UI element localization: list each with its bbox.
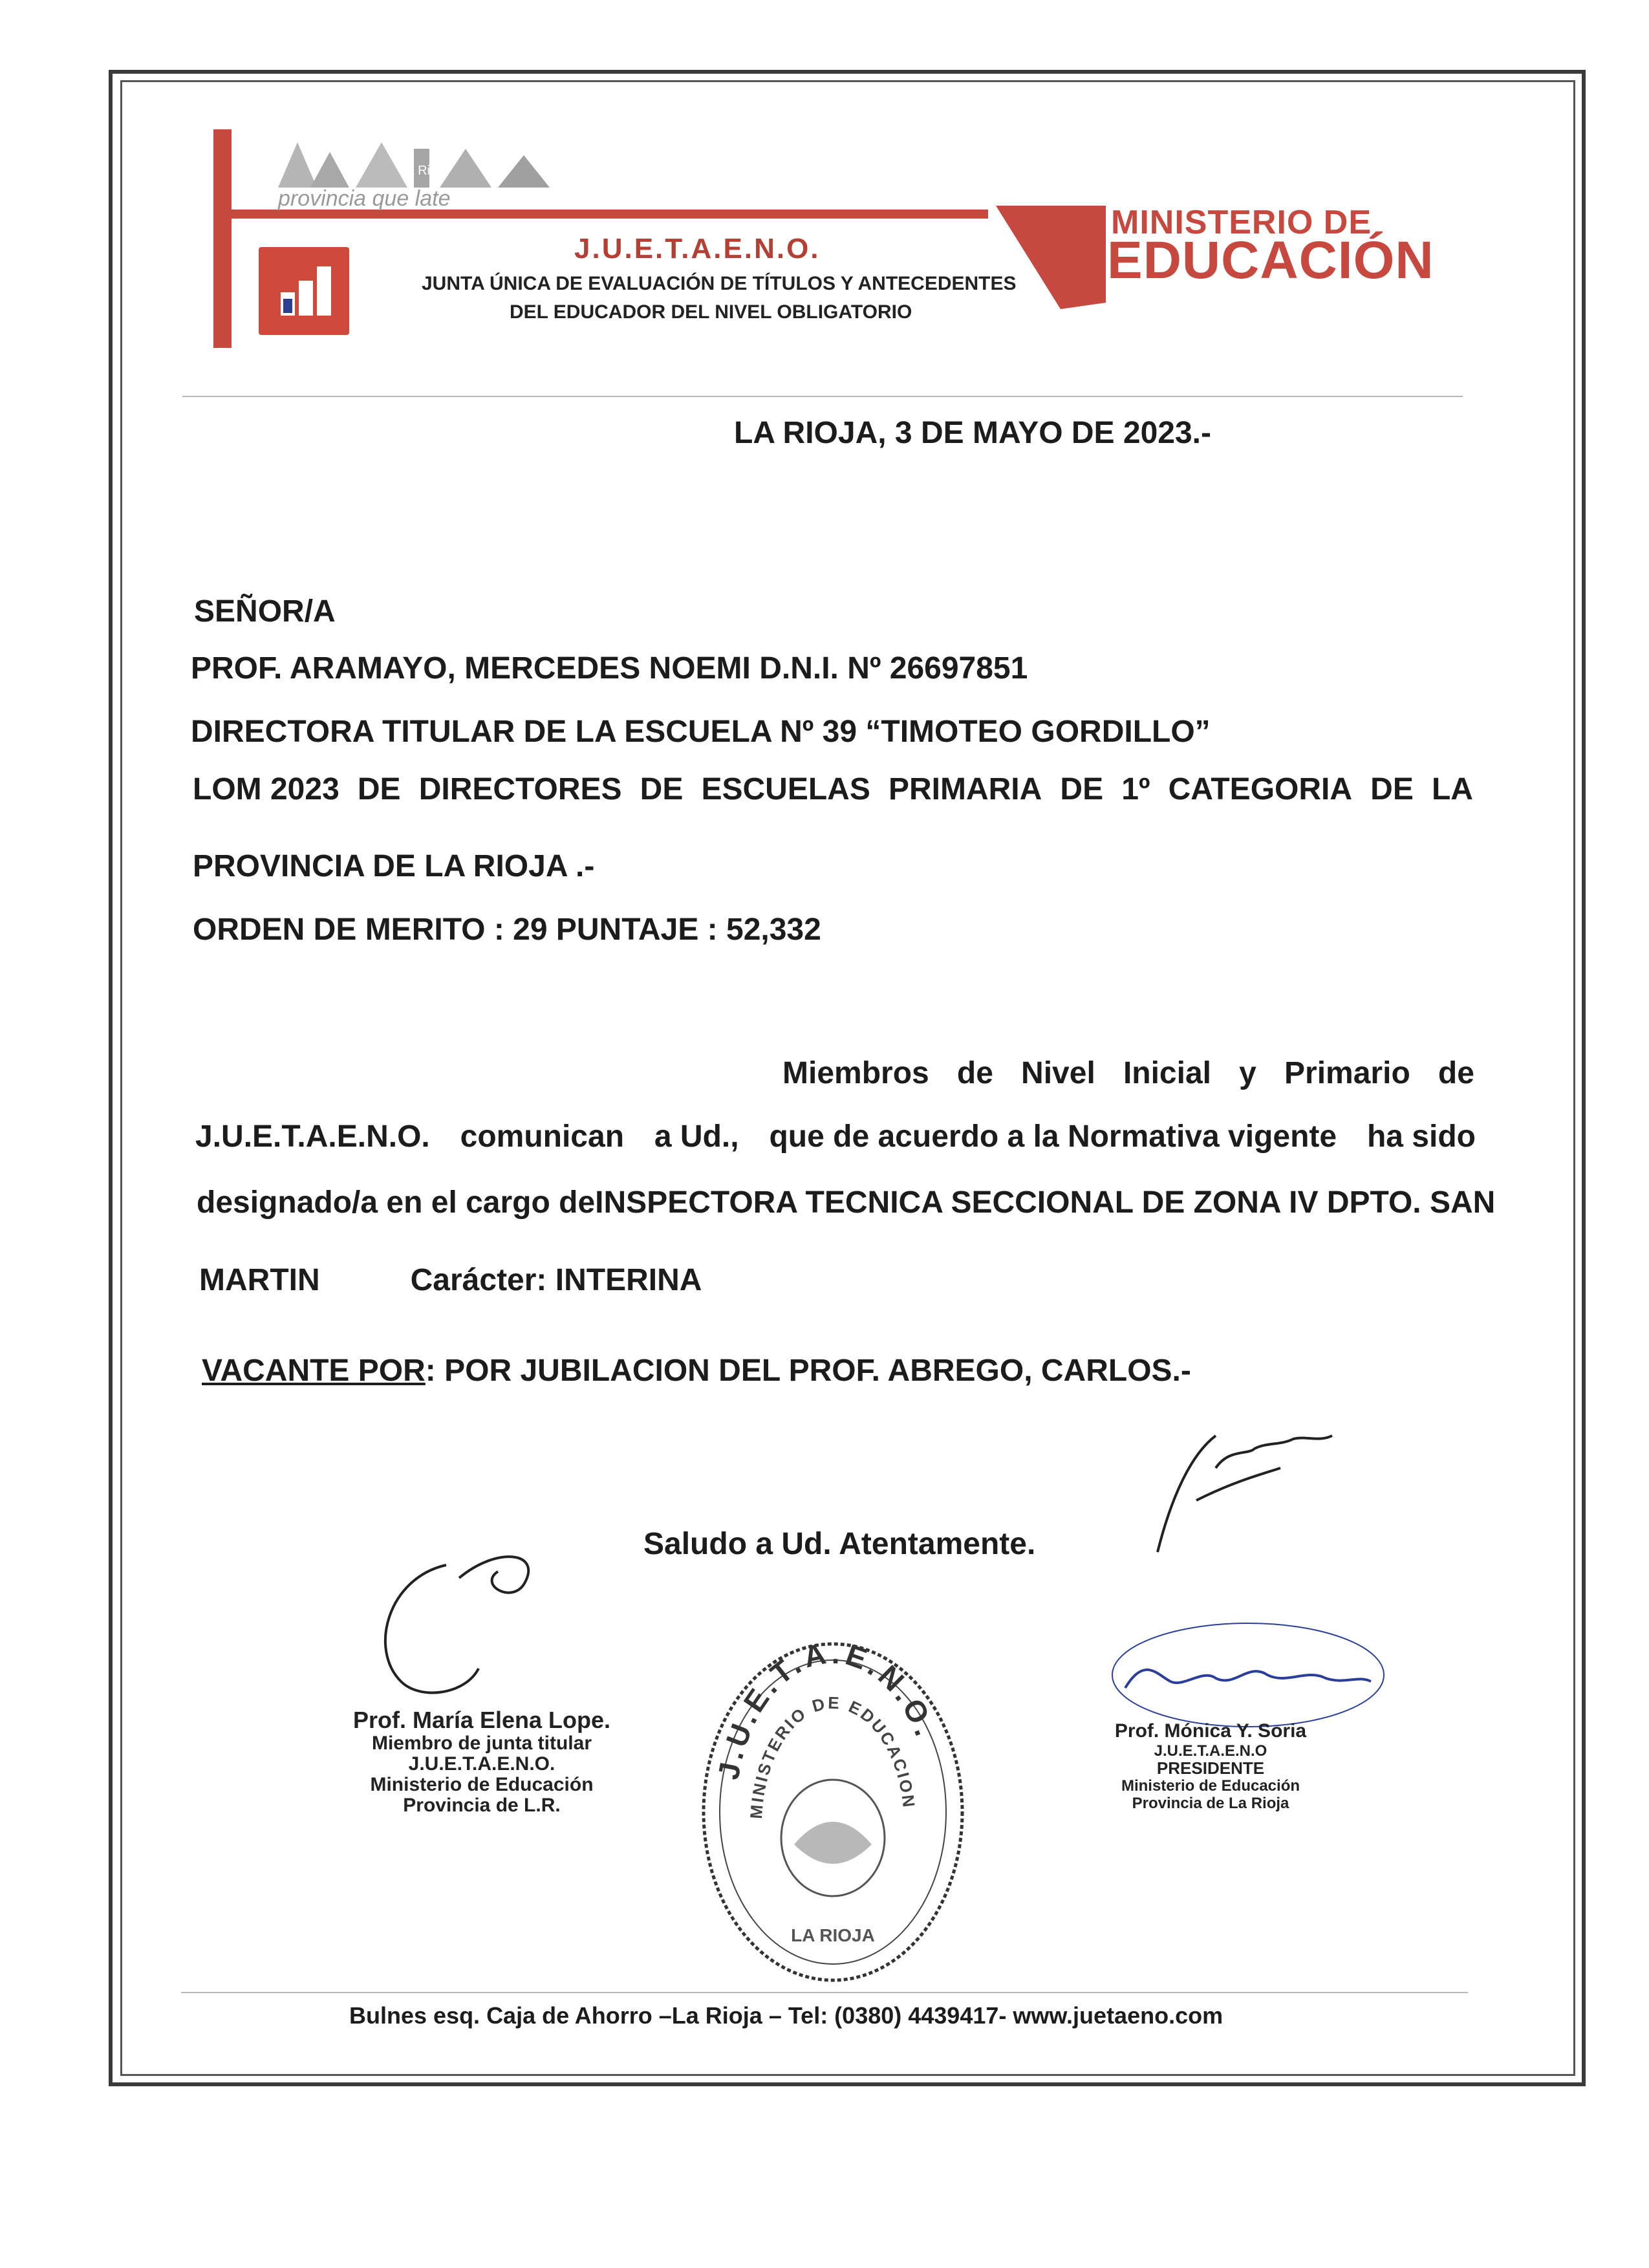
- signature-left-icon: [349, 1539, 556, 1707]
- svg-text:MINISTERIO DE EDUCACION: [746, 1693, 919, 1820]
- vacancy-text: : POR JUBILACION DEL PROF. ABREGO, CARLOS.-: [425, 1354, 1191, 1388]
- signature-right-org: J.U.E.T.A.E.N.O: [1154, 1742, 1267, 1760]
- letter-date: LA RIOJA, 3 DE MAYO DE 2023.-: [734, 416, 1211, 450]
- signature-left-block: [343, 1707, 621, 1816]
- character-label: Carácter: INTERINA: [410, 1263, 702, 1297]
- juetaeno-logo-icon: [259, 247, 349, 335]
- signature-left-ministry: Ministerio de Educación: [370, 1774, 594, 1795]
- lom-line: LOM 2023 DE DIRECTORES DE ESCUELAS PRIMARIA DE 1º CATEGORIA DE LA: [193, 772, 1473, 806]
- ministry-logo-icon: [996, 206, 1119, 309]
- closing-line: Saludo a Ud. Atentamente.: [643, 1527, 1036, 1561]
- juetaeno-subtitle-1: JUNTA ÚNICA DE EVALUACIÓN DE TÍTULOS Y ANTECEDENTES: [422, 273, 1017, 294]
- paragraph-line-1: Miembros de Nivel Inicial y Primario de: [782, 1056, 1474, 1090]
- juetaeno-subtitle-2: DEL EDUCADOR DEL NIVEL OBLIGATORIO: [510, 301, 912, 323]
- province-line: PROVINCIA DE LA RIOJA .-: [193, 849, 595, 883]
- signature-right-province: Provincia de La Rioja: [1132, 1795, 1289, 1812]
- header-red-bar-vertical: [213, 129, 232, 348]
- logo-tagline: provincia que late: [278, 186, 451, 211]
- merit-score-line: ORDEN DE MERITO : 29 PUNTAJE : 52,332: [193, 913, 821, 947]
- ministry-label-main: EDUCACIÓN: [1107, 231, 1434, 290]
- signature-top-right-icon: [1119, 1410, 1364, 1578]
- vacancy-label: VACANTE POR: [202, 1354, 426, 1388]
- signature-right-ministry: Ministerio de Educación: [1121, 1777, 1300, 1795]
- signature-left-role: Miembro de junta titular: [371, 1733, 592, 1754]
- ministry-label-top: MINISTERIO DE: [1111, 204, 1372, 241]
- logo-wordmark: La Rioja: [400, 164, 447, 178]
- official-seal-icon: [691, 1631, 975, 1993]
- signature-right-role: PRESIDENTE: [1156, 1758, 1265, 1778]
- juetaeno-title: J.U.E.T.A.E.N.O.: [574, 233, 821, 265]
- seal-top-text: J.U.E.T.A.E.N.O.: [711, 1636, 944, 1782]
- seal-bottom-text: LA RIOJA: [791, 1925, 875, 1945]
- paragraph-line-2: J.U.E.T.A.E.N.O. comunican a Ud., que de acuerdo a la Normativa vigente ha sido: [195, 1119, 1476, 1154]
- addressee-position: DIRECTORA TITULAR DE LA ESCUELA Nº 39 “TIMOTEO GORDILLO”: [191, 715, 1211, 749]
- header-divider: [182, 396, 1463, 397]
- seal-ring-text: MINISTERIO DE EDUCACION: [746, 1692, 920, 1820]
- paragraph-line-4: MARTIN Carácter: INTERINA: [199, 1263, 702, 1297]
- vacancy-line: [202, 1353, 1191, 1388]
- signature-left-province: Provincia de L.R.: [403, 1795, 561, 1816]
- signature-left-name: Prof. María Elena Lope.: [352, 1707, 611, 1733]
- addressee-name: PROF. ARAMAYO, MERCEDES NOEMI D.N.I. Nº 26697851: [191, 651, 1028, 686]
- footer-contact: Bulnes esq. Caja de Ahorro –La Rioja – Tel: (0380) 4439417- www.juetaeno.com: [349, 2002, 1223, 2029]
- signature-right-block: [1094, 1720, 1327, 1812]
- addressee-salutation: SEÑOR/A: [194, 594, 336, 629]
- signature-right-name: Prof. Mónica Y. Soria: [1114, 1720, 1307, 1742]
- signature-left-org: J.U.E.T.A.E.N.O.: [408, 1753, 555, 1775]
- paragraph-line-3: designado/a en el cargo de INSPECTORA TECNICA SECCIONAL DE ZONA IV DPTO. SAN: [197, 1185, 1496, 1220]
- footer-divider: [181, 1992, 1468, 1993]
